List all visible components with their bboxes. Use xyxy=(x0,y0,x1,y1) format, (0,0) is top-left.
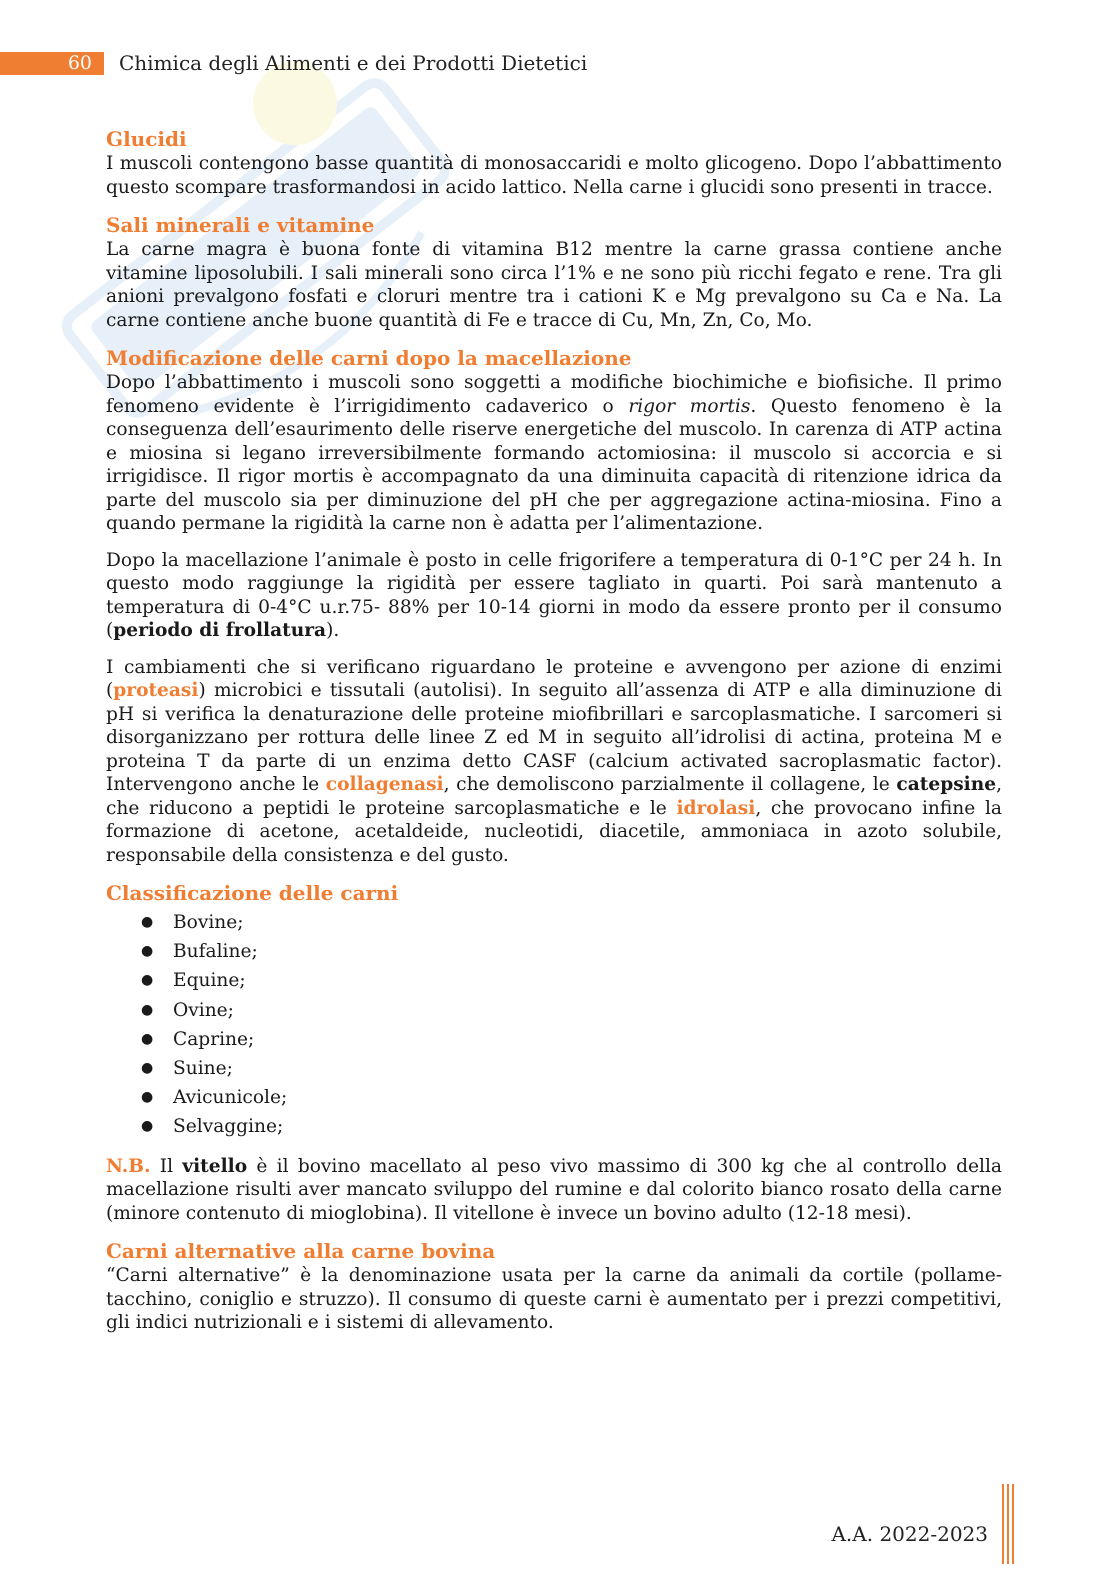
text-run: ). xyxy=(326,620,340,641)
list-item xyxy=(106,1054,1002,1083)
list-item xyxy=(106,1025,1002,1054)
list-item-label: Bufaline; xyxy=(173,941,258,963)
text-run: è il bovino macellato al peso vivo massimo di 300 kg che al controllo della macellazione risulti aver mancato sviluppo del rumine e dal colorito bianco rosato della carne (minore contenuto di mioglobina). Il vitellone è invece un bovino adulto (12-18 mesi). xyxy=(106,1155,1002,1224)
highlight-term: proteasi xyxy=(113,680,199,701)
list-item xyxy=(106,1112,1002,1141)
bold-term: catepsine xyxy=(896,774,997,795)
list-item-label: Selvaggine; xyxy=(173,1116,284,1138)
running-title: Chimica degli Alimenti e dei Prodotti Dietetici xyxy=(119,51,588,75)
paragraph xyxy=(106,371,1002,536)
list-item-label: Avicunicole; xyxy=(173,1087,288,1109)
highlight-term: idrolasi xyxy=(676,797,756,819)
paragraph xyxy=(106,549,1002,643)
text-run: ) microbici e tissutali (autolisi). In seguito all’assenza di ATP e alla diminuzione di pH si verifica la denaturazione delle proteine miofibrillari e sarcoplasmatiche. I sarcomeri si disorganizzano per rottura delle linee Z ed M in seguito all’idrolisi di actina, proteina M e proteina T da parte di un enzima detto CASF (calcium activated sacroplasmatic factor). Intervengono anche le xyxy=(106,680,1002,795)
section-heading: Sali minerali e vitamine xyxy=(106,213,375,237)
list-item xyxy=(106,1083,1002,1112)
text-run: , che demoliscono parzialmente il collagene, le xyxy=(443,774,897,795)
list-item-label: Caprine; xyxy=(173,1028,255,1050)
section-modificazione xyxy=(106,346,1002,867)
nb-label: N.B. xyxy=(106,1155,151,1177)
list-item xyxy=(106,996,1002,1025)
section-classificazione xyxy=(106,881,1002,1142)
page-number: 60 xyxy=(0,52,104,75)
section-glucidi xyxy=(106,127,1002,199)
bullet-icon: ● xyxy=(141,914,154,930)
text-run: , che provocano infine la formazione di acetone, acetaldeide, nucleotidi, diacetile, ammoniaca in azoto solubile, responsabile della consistenza e del gusto. xyxy=(106,797,1002,866)
page-content xyxy=(106,127,1002,1335)
section-sali-minerali xyxy=(106,213,1002,332)
section-heading: Modificazione delle carni dopo la macellazione xyxy=(106,346,632,370)
text-run: Il xyxy=(150,1155,183,1177)
bullet-icon: ● xyxy=(141,1001,154,1018)
list-item-label: Bovine; xyxy=(173,912,244,933)
text-run: Dopo la macellazione l’animale è posto in celle frigorifere a temperatura di 0-1°C per 24 h. In questo modo raggiunge la rigidità per essere tagliato in quarti. Poi sarà mantenuto a temperatura di 0-4°C u.r.75- 88% per 10-14 giorni in modo da essere pronto per il consumo ( xyxy=(106,549,1002,641)
italic-term: rigor mortis xyxy=(628,395,751,417)
page-header xyxy=(0,52,700,78)
section-carni-alternative xyxy=(106,1239,1002,1335)
bullet-icon: ● xyxy=(141,1030,154,1047)
section-heading: Glucidi xyxy=(106,127,187,151)
list-item xyxy=(106,966,1002,995)
paragraph: La carne magra è buona fonte di vitamina B12 mentre la carne grassa contiene anche vitamine liposolubili. I sali minerali sono circa l’1% e ne sono più ricchi fegato e rene. Tra gli anioni prevalgono fosfati e cloruri mentre tra i cationi K e Mg prevalgono su Ca e Na. La carne contiene anche buone quantità di Fe e tracce di Cu, Mn, Zn, Co, Mo. xyxy=(106,239,1002,331)
bullet-icon: ● xyxy=(141,1089,154,1106)
bullet-icon: ● xyxy=(141,1118,154,1135)
text-run: . Questo fenomeno è la conseguenza dell’esaurimento delle riserve energetiche del muscolo. In carenza di ATP actina e miosina si legano irreversibilmente formando actomiosina: il muscolo si accorcia e si irrigidisce. Il rigor mortis è accompagnato da una diminuita capacità di ritenzione idrica da parte del muscolo sia per diminuzione del pH che per aggregazione actina-miosina. Fino a quando permane la rigidità la carne non è adatta per l’alimentazione. xyxy=(106,395,1002,534)
list-item-label: Ovine; xyxy=(173,999,234,1021)
bold-term: vitello xyxy=(182,1155,248,1177)
list-item-label: Equine; xyxy=(173,970,246,992)
paragraph xyxy=(106,1155,1002,1226)
bullet-icon: ● xyxy=(141,943,154,960)
highlight-term: collagenasi xyxy=(325,774,444,795)
section-heading: Carni alternative alla carne bovina xyxy=(106,1239,496,1264)
bullet-icon: ● xyxy=(141,1060,154,1077)
paragraph: “Carni alternative” è la denominazione usata per la carne da animali da cortile (pollame-tacchino, coniglio e struzzo). Il consumo di queste carni è aumentato per i prezzi competitivi, gli indici nutrizionali e i sistemi di allevamento. xyxy=(106,1265,1002,1334)
paragraph xyxy=(106,656,1002,868)
list-item-label: Suine; xyxy=(173,1058,233,1080)
text-run: I cambiamenti che si verificano riguardano le proteine e avvengono per azione di enzimi ( xyxy=(106,656,1002,701)
text-run: , che riducono a peptidi le proteine sarcoplasmatiche e le xyxy=(106,774,1002,819)
bold-term: periodo di frollatura xyxy=(113,620,327,641)
classification-list xyxy=(106,908,1002,1142)
list-item xyxy=(106,937,1002,966)
list-item xyxy=(106,908,1002,937)
footer-decoration xyxy=(1000,1484,1020,1564)
paragraph: I muscoli contengono basse quantità di monosaccaridi e molto glicogeno. Dopo l’abbattimento questo scompare trasformandosi in acido lattico. Nella carne i glucidi sono presenti in tracce. xyxy=(106,153,1002,198)
section-nb xyxy=(106,1155,1002,1226)
text-run: Dopo l’abbattimento i muscoli sono soggetti a modifiche biochimiche e biofisiche. Il primo fenomeno evidente è l’irrigidimento cadaverico o xyxy=(106,372,1002,417)
section-heading: Classificazione delle carni xyxy=(106,881,399,905)
bullet-icon: ● xyxy=(141,972,154,989)
academic-year: A.A. 2022-2023 xyxy=(831,1522,988,1546)
